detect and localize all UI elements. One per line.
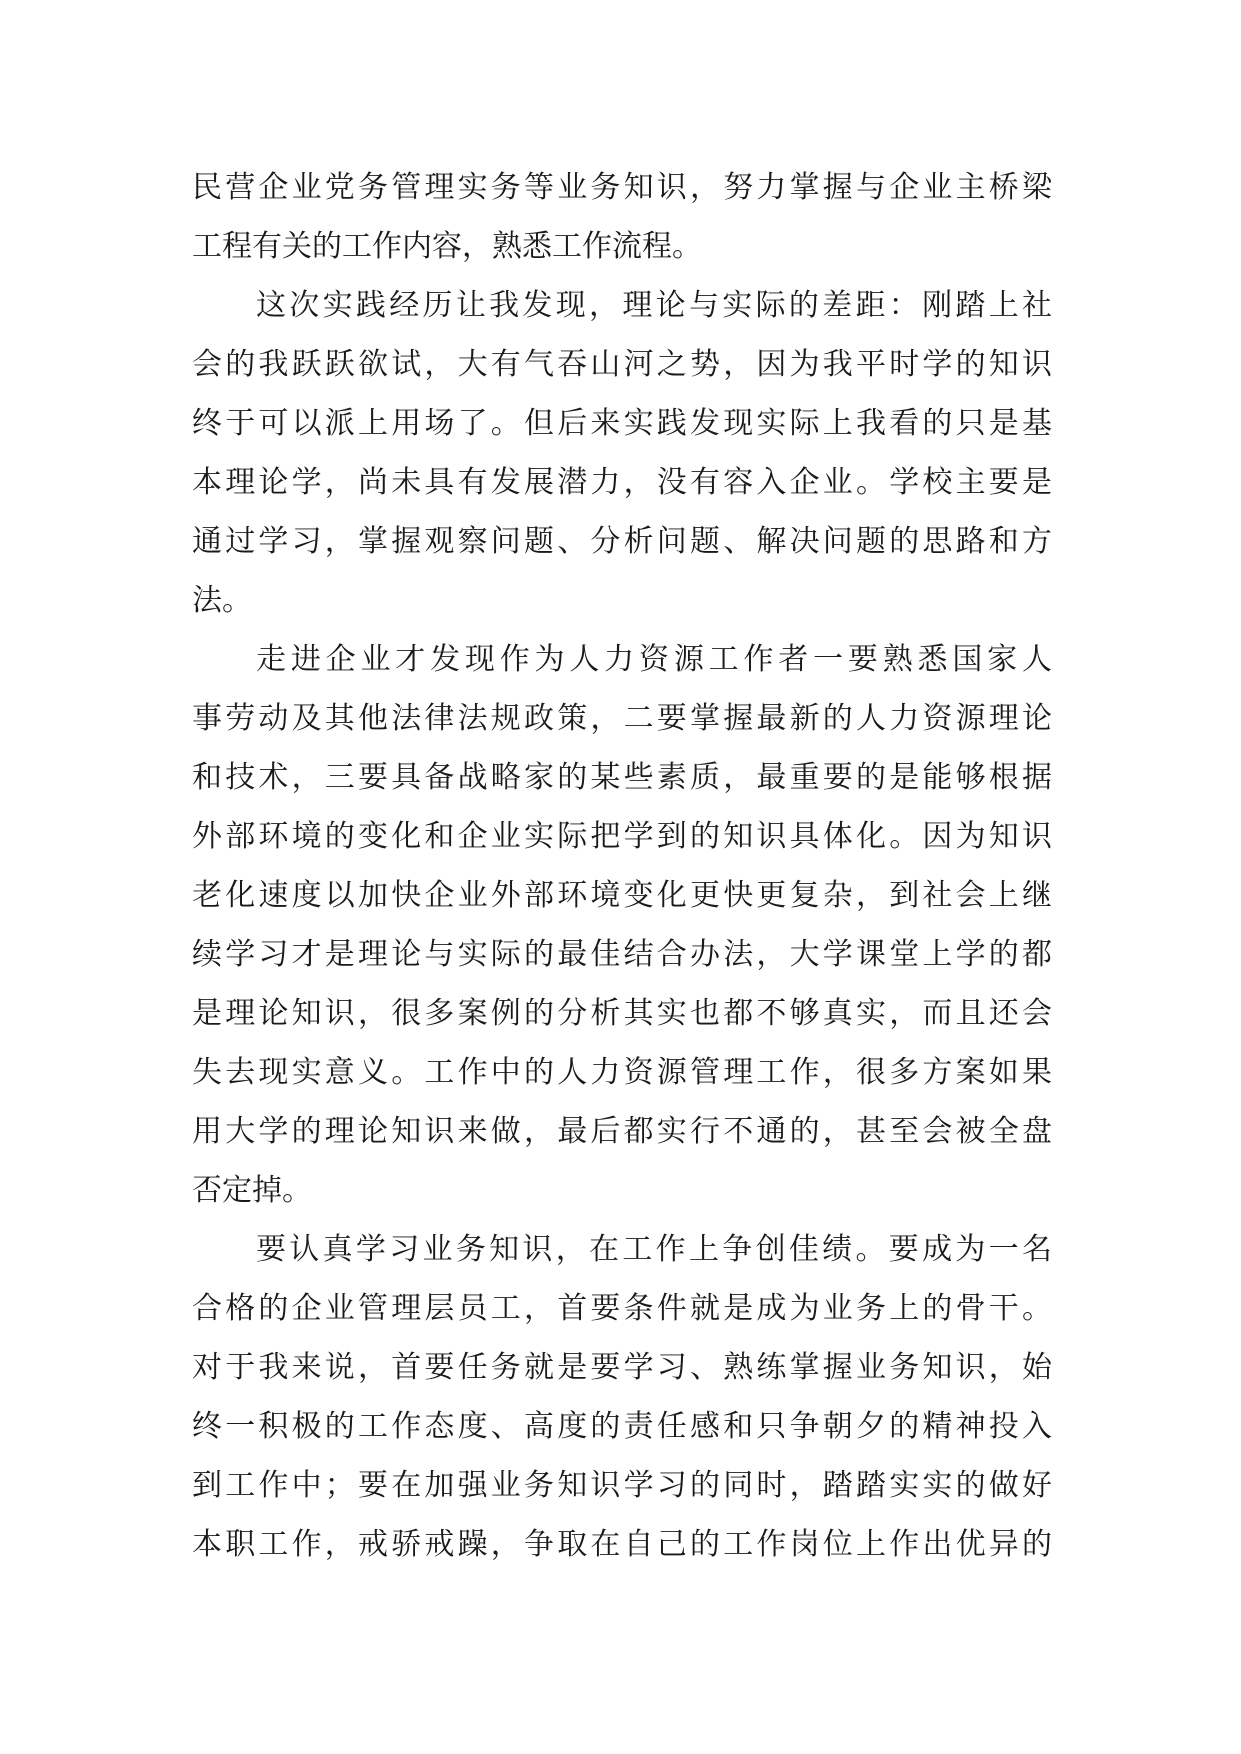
paragraph-4-line-6: 本职工作，戒骄戒躁，争取在自己的工作岗位上作出优异的 — [192, 1527, 1052, 1562]
paragraph-1-line-2: 工程有关的工作内容，熟悉工作流程。 — [192, 229, 702, 264]
paragraph-3-line-6: 续学习才是理论与实际的最佳结合办法，大学课堂上学的都 — [192, 937, 1052, 972]
paragraph-2-line-4: 本理论学，尚未具有发展潜力，没有容入企业。学校主要是 — [192, 465, 1052, 500]
paragraph-3-line-10: 否定掉。 — [192, 1173, 312, 1208]
paragraph-3-line-2: 事劳动及其他法律法规政策，二要掌握最新的人力资源理论 — [192, 701, 1052, 736]
paragraph-3-line-7: 是理论知识，很多案例的分析其实也都不够真实，而且还会 — [192, 996, 1052, 1031]
paragraph-4-line-4: 终一积极的工作态度、高度的责任感和只争朝夕的精神投入 — [192, 1409, 1052, 1444]
paragraph-2-line-6: 法。 — [192, 583, 252, 618]
paragraph-4-line-3: 对于我来说，首要任务就是要学习、熟练掌握业务知识，始 — [192, 1350, 1052, 1385]
paragraph-1-line-1: 民营企业党务管理实务等业务知识，努力掌握与企业主桥梁 — [192, 170, 1052, 205]
paragraph-4-line-1: 要认真学习业务知识，在工作上争创佳绩。要成为一名 — [256, 1232, 1052, 1267]
paragraph-3-line-8: 失去现实意义。工作中的人力资源管理工作，很多方案如果 — [192, 1055, 1052, 1090]
document-body — [192, 158, 1052, 1574]
paragraph-3-line-3: 和技术，三要具备战略家的某些素质，最重要的是能够根据 — [192, 760, 1052, 795]
paragraph-2-line-5: 通过学习，掌握观察问题、分析问题、解决问题的思路和方 — [192, 524, 1052, 559]
paragraph-4-line-2: 合格的企业管理层员工，首要条件就是成为业务上的骨干。 — [192, 1291, 1052, 1326]
paragraph-2-line-2: 会的我跃跃欲试，大有气吞山河之势，因为我平时学的知识 — [192, 347, 1052, 382]
paragraph-3-line-9: 用大学的理论知识来做，最后都实行不通的，甚至会被全盘 — [192, 1114, 1052, 1149]
paragraph-2-line-3: 终于可以派上用场了。但后来实践发现实际上我看的只是基 — [192, 406, 1052, 441]
paragraph-3-line-1: 走进企业才发现作为人力资源工作者一要熟悉国家人 — [256, 642, 1052, 677]
paragraph-3-line-4: 外部环境的变化和企业实际把学到的知识具体化。因为知识 — [192, 819, 1052, 854]
paragraph-2-line-1: 这次实践经历让我发现，理论与实际的差距：刚踏上社 — [256, 288, 1052, 323]
paragraph-4-line-5: 到工作中；要在加强业务知识学习的同时，踏踏实实的做好 — [192, 1468, 1052, 1503]
paragraph-3-line-5: 老化速度以加快企业外部环境变化更快更复杂，到社会上继 — [192, 878, 1052, 913]
